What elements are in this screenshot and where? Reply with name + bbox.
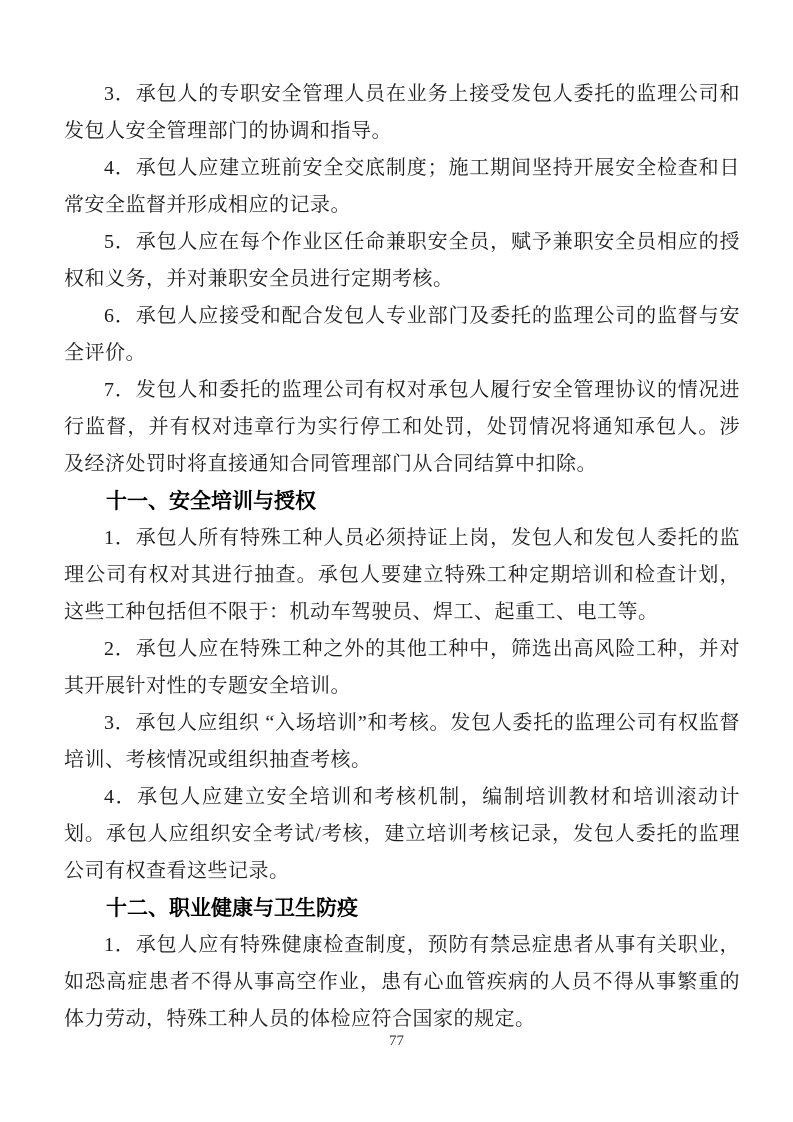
section-heading: 十一、安全培训与授权	[106, 490, 316, 513]
body-paragraph: 1．承包人应有特殊健康检查制度，预防有禁忌症患者从事有关职业，如恐高症患者不得从事高空作业，患有心血管疾病的人员不得从事繁重的体力劳动，特殊工种人员的体检应符合国家的规定。	[64, 934, 740, 1030]
body-paragraph: 7．发包人和委托的监理公司有权对承包人履行安全管理协议的情况进行监督，并有权对违章行为实行停工和处罚，处罚情况将通知承包人。涉及经济处罚时将直接通知合同管理部门从合同结算中扣除。	[64, 379, 740, 475]
section-heading: 十二、职业健康与卫生防疫	[106, 897, 358, 920]
page-number: 77	[389, 1033, 404, 1049]
body-paragraph: 1．承包人所有特殊工种人员必须持证上岗，发包人和发包人委托的监理公司有权对其进行抽查。承包人要建立特殊工种定期培训和检查计划，这些工种包括但不限于：机动车驾驶员、焊工、起重工、电工等。	[64, 527, 740, 623]
body-paragraph: 4．承包人应建立班前安全交底制度；施工期间坚持开展安全检查和日常安全监督并形成相应的记录。	[64, 157, 740, 216]
body-paragraph: 2．承包人应在特殊工种之外的其他工种中，筛选出高风险工种，并对其开展针对性的专题安全培训。	[64, 638, 740, 697]
body-paragraph: 5．承包人应在每个作业区任命兼职安全员，赋予兼职安全员相应的授权和义务，并对兼职安全员进行定期考核。	[64, 231, 740, 290]
body-paragraph: 3．承包人的专职安全管理人员在业务上接受发包人委托的监理公司和发包人安全管理部门的协调和指导。	[64, 83, 740, 142]
body-paragraph: 3．承包人应组织 “入场培训”和考核。发包人委托的监理公司有权监督培训、考核情况或组织抽查考核。	[64, 712, 740, 771]
body-paragraph: 6．承包人应接受和配合发包人专业部门及委托的监理公司的监督与安全评价。	[64, 305, 740, 364]
document-body	[64, 76, 740, 1038]
body-paragraph: 4．承包人应建立安全培训和考核机制，编制培训教材和培训滚动计划。承包人应组织安全考试/考核，建立培训考核记录，发包人委托的监理公司有权查看这些记录。	[64, 786, 740, 882]
